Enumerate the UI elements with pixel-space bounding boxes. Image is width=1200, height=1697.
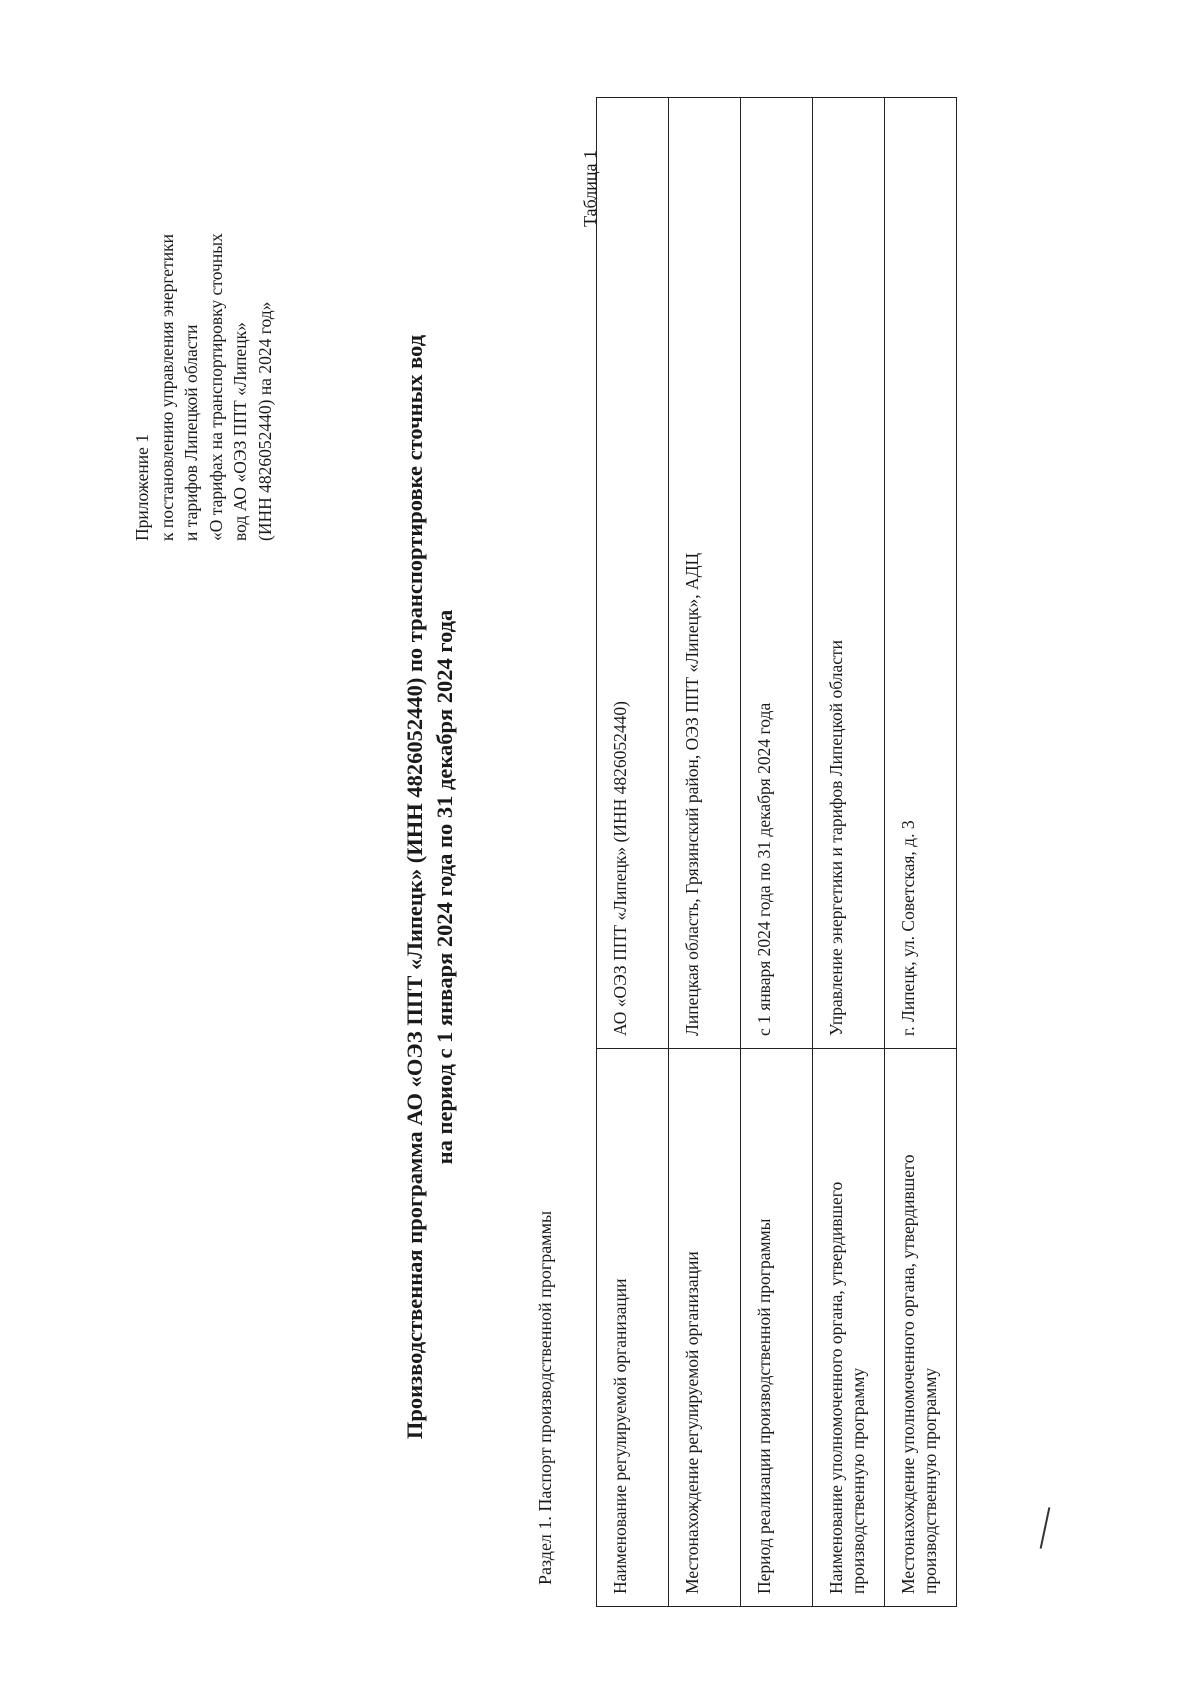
appendix-line: «О тарифах на транспортировку сточных: [205, 233, 226, 541]
appendix-header: [130, 101, 277, 541]
appendix-line: к постановлению управления энергетики: [156, 234, 177, 541]
row-label: Наименование уполномоченного органа, утвердившего производственную программу: [813, 1049, 885, 1607]
row-label: Период реализации производственной программы: [741, 1049, 813, 1607]
appendix-line: вод АО «ОЭЗ ППТ «Липецк»: [230, 322, 250, 541]
table-row: [669, 98, 741, 1607]
title-line-2: на период с 1 января 2024 года по 31 декабря 2024 года: [432, 609, 457, 1165]
appendix-line: и тарифов Липецкой области: [181, 324, 201, 541]
appendix-line: Приложение 1: [132, 433, 152, 541]
table-row: [885, 98, 957, 1607]
row-label: Наименование регулируемой организации: [597, 1049, 669, 1607]
row-value: г. Липецк, ул. Советская, д. 3: [885, 98, 957, 1049]
pen-mark: [1040, 1507, 1051, 1548]
document-title: [400, 217, 460, 1557]
table-row: [813, 98, 885, 1607]
table-row: [741, 98, 813, 1607]
row-label: Местонахождение регулируемой организации: [669, 1049, 741, 1607]
passport-table: [596, 97, 957, 1607]
title-line-1: Производственная программа АО «ОЭЗ ППТ «Липецк» (ИНН 4826052440) по транспортировке сточных вод: [402, 334, 427, 1440]
row-value: АО «ОЭЗ ППТ «Липецк» (ИНН 4826052440): [597, 98, 669, 1049]
table-row: [597, 98, 669, 1607]
table-label: Таблица 1: [580, 150, 600, 227]
row-value: Липецкая область, Грязинский район, ОЭЗ ППТ «Липецк», АДЦ: [669, 98, 741, 1049]
appendix-line: (ИНН 4826052440) на 2024 год»: [254, 301, 275, 541]
row-label: Местонахождение уполномоченного органа, утвердившего производственную программу: [885, 1049, 957, 1607]
section-heading: Раздел 1. Паспорт производственной программы: [535, 1210, 555, 1585]
row-value: Управление энергетики и тарифов Липецкой области: [813, 98, 885, 1049]
row-value: с 1 января 2024 года по 31 декабря 2024 года: [741, 98, 813, 1049]
